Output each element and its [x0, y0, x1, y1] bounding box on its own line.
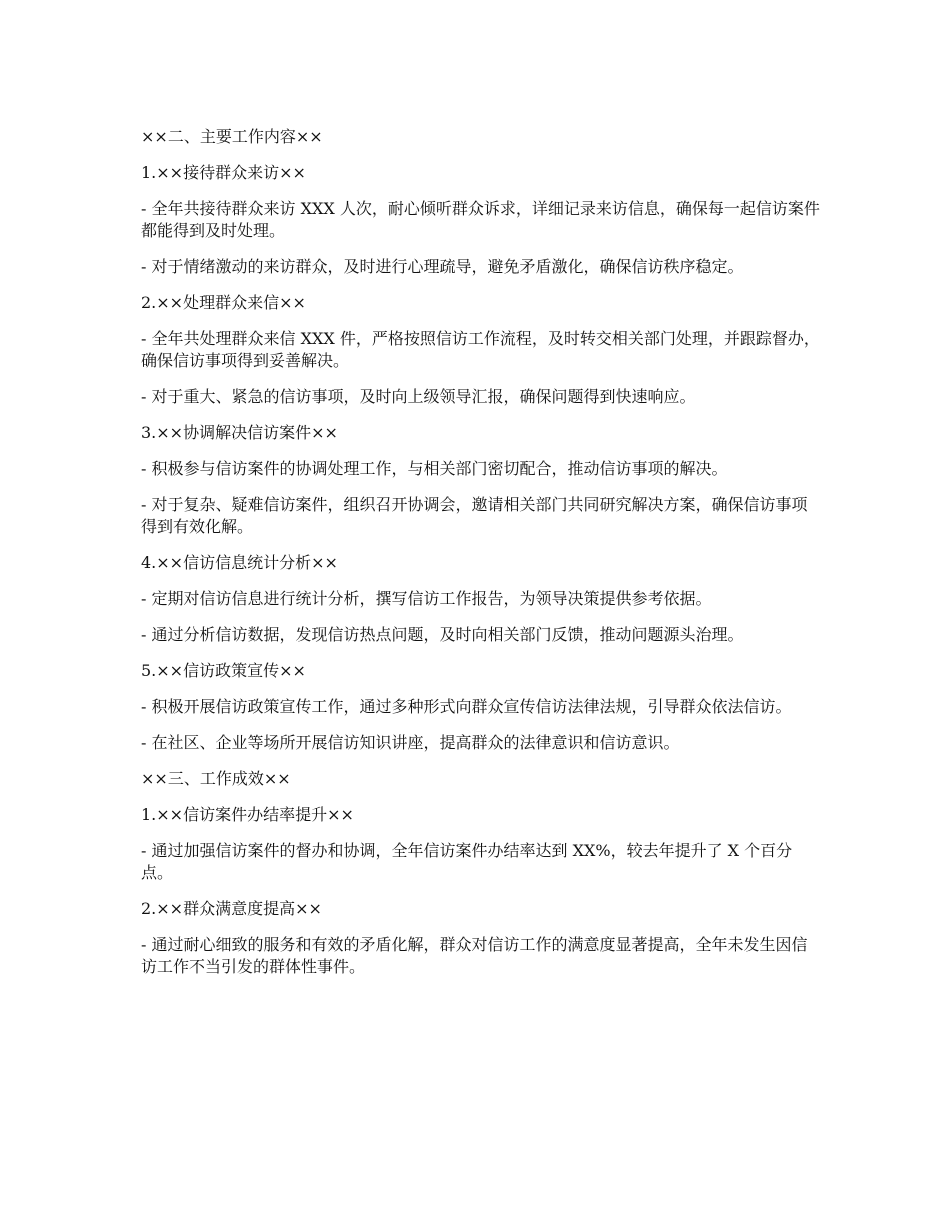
- subheading-statistics: 4.××信访信息统计分析××: [141, 553, 338, 572]
- paragraph: - 对于情绪激动的来访群众，及时进行心理疏导，避免矛盾激化，确保信访秩序稳定。: [141, 257, 744, 276]
- paragraph: - 全年共接待群众来访 XXX 人次，耐心倾听群众诉求，详细记录来访信息，确保每一起信访案件都能得到及时处理。: [141, 199, 820, 240]
- subheading-completion-rate: 1.××信访案件办结率提升××: [141, 805, 354, 824]
- subheading-letters: 2.××处理群众来信××: [141, 293, 306, 312]
- paragraph: - 对于复杂、疑难信访案件，组织召开协调会，邀请相关部门共同研究解决方案，确保信访事项得到有效化解。: [141, 495, 808, 536]
- section-heading-main-work: ××二、主要工作内容××: [141, 127, 323, 146]
- paragraph: - 在社区、企业等场所开展信访知识讲座，提高群众的法律意识和信访意识。: [141, 733, 680, 752]
- subheading-publicity: 5.××信访政策宣传××: [141, 661, 306, 680]
- paragraph: - 定期对信访信息进行统计分析，撰写信访工作报告，为领导决策提供参考依据。: [141, 589, 712, 608]
- paragraph: - 积极参与信访案件的协调处理工作，与相关部门密切配合，推动信访事项的解决。: [141, 459, 728, 478]
- paragraph: - 通过分析信访数据，发现信访热点问题，及时向相关部门反馈，推动问题源头治理。: [141, 625, 744, 644]
- paragraph: - 通过耐心细致的服务和有效的矛盾化解，群众对信访工作的满意度显著提高，全年未发生因信访工作不当引发的群体性事件。: [141, 935, 808, 976]
- document-body: [141, 126, 821, 992]
- subheading-reception: 1.××接待群众来访××: [141, 163, 306, 182]
- subheading-coordination: 3.××协调解决信访案件××: [141, 423, 338, 442]
- section-heading-results: ××三、工作成效××: [141, 769, 291, 788]
- paragraph: - 通过加强信访案件的督办和协调，全年信访案件办结率达到 XX%，较去年提升了 X 个百分点。: [141, 841, 793, 882]
- paragraph: - 积极开展信访政策宣传工作，通过多种形式向群众宣传信访法律法规，引导群众依法信访。: [141, 697, 792, 716]
- paragraph: - 全年共处理群众来信 XXX 件，严格按照信访工作流程，及时转交相关部门处理，并跟踪督办，确保信访事项得到妥善解决。: [141, 329, 820, 370]
- paragraph: - 对于重大、紧急的信访事项，及时向上级领导汇报，确保问题得到快速响应。: [141, 387, 696, 406]
- subheading-satisfaction: 2.××群众满意度提高××: [141, 899, 322, 918]
